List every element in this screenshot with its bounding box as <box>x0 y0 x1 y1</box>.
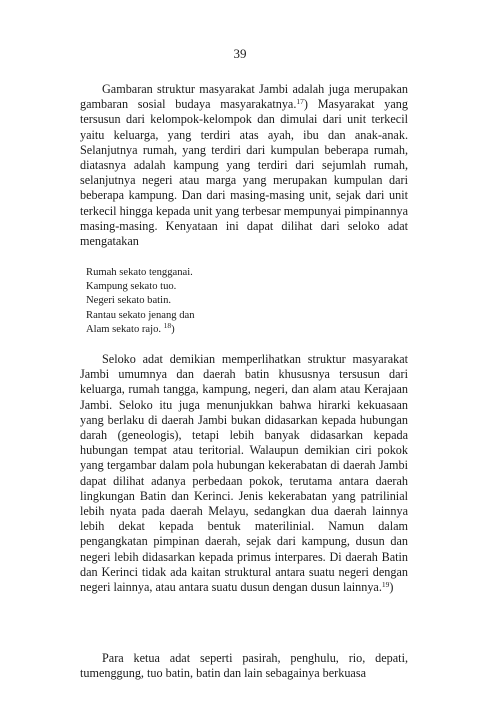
seloko-closing: ) <box>171 323 175 335</box>
paragraph-2-text: Seloko adat demikian memperlihatkan struktur masyarakat Jambi umumnya dan daerah batin khususnya tersusun dari keluarga, rumah tangga, kampung, negeri, dan alam atau Kerajaan Jambi. Seloko itu juga menunjukkan bahwa hirarki kekuasaan yang berlaku di daerah Jambi bukan didasarkan kepada hubungan darah (geneologis), tetapi lebih banyak didasarkan kepada hubungan tempat atau teritorial. Walaupun demikian ciri pokok yang tergambar dalam pola hubungan kekerabatan di daerah Jambi dapat dilihat adanya perbedaan pokok, terutama antara daerah lingkungan Batin dan Kerinci. Jenis kekerabatan yang patrilinial lebih nyata pada daerah Melayu, sedangkan dua daerah lainnya lebih dekat kepada bentuk materilinial. Namun dalam pengangkatan pimpinan daerah, sejak dari kampung, dusun dan negeri lebih didasarkan kepada primus interpares. Di daerah Batin dan Kerinci tidak ada kaitan struktural antara suatu negeri dengan negeri lainnya, atau antara suatu dusun dengan dusun lainnya. <box>80 352 408 595</box>
seloko-line: Rantau sekato jenang dan <box>86 309 195 321</box>
paragraph-3: Para ketua adat seperti pasirah, penghulu, rio, depati, tumenggung, tuo batin, batin dan lain sebagainya berkuasa <box>80 651 408 681</box>
paragraph-1 <box>80 82 408 249</box>
paragraph-1-text: Gambaran struktur masyarakat Jambi adalah juga merupakan gambaran sosial budaya masyarakatnya. <box>80 82 408 112</box>
seloko-line: Negeri sekato batin. <box>86 295 172 307</box>
paragraph-1-continuation: ) Masyarakat yang tersusun dari kelompok-kelompok dan dimulai dari unit terkecil yaitu keluarga, yang terdiri atas ayah, ibu dan anak-anak. Selanjutnya rumah, yang terdiri dari kumpulan beberapa rumah, diatasnya adalah kampung yang terdiri dari sejumlah rumah, selanjutnya negeri atau marga yang merupakan kumpulan dari beberapa kampung. Dan dari masing-masing unit, sejak dari unit terkecil hingga kepada unit yang terbesar mempunyai pimpinannya masing-masing. Kenyataan ini dapat dilihat dari seloko adat mengatakan <box>80 97 408 249</box>
paragraph-leaders <box>80 651 408 681</box>
seloko-last-line <box>86 320 366 337</box>
seloko-adat-quote <box>86 266 366 337</box>
footnote-ref-17: 17 <box>296 97 304 107</box>
paragraph-2-continuation: ) <box>389 580 394 595</box>
footnote-ref-18: 18 <box>163 320 172 330</box>
seloko-line: Kampung sekato tuo. <box>86 281 177 293</box>
paragraph-structure <box>80 82 408 249</box>
paragraph-2 <box>80 352 408 595</box>
footnote-ref-19: 19 <box>381 580 390 590</box>
seloko-line: Rumah sekato tengganai. <box>86 267 193 278</box>
paragraph-kinship <box>80 352 408 595</box>
seloko-line: Alam sekato rajo. <box>86 323 162 335</box>
page-number: 39 <box>233 46 247 61</box>
